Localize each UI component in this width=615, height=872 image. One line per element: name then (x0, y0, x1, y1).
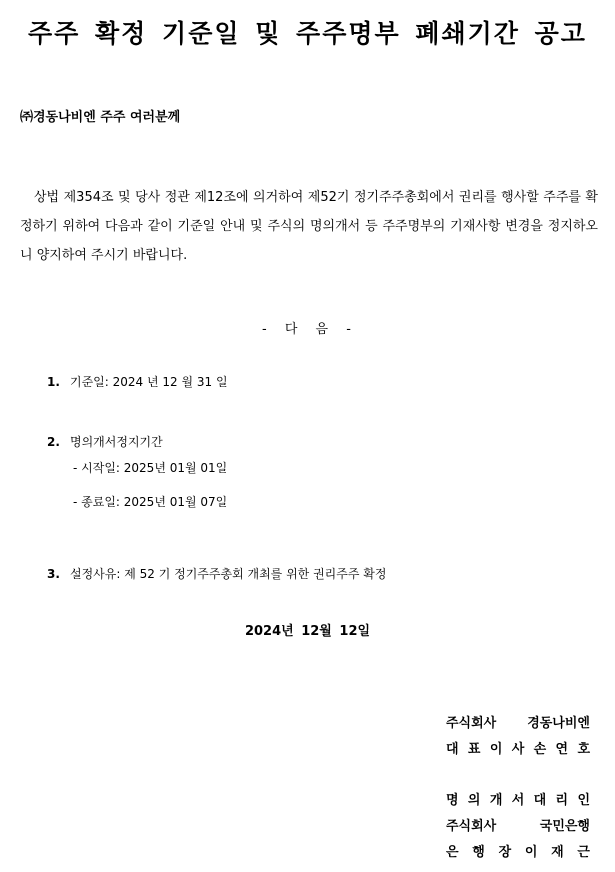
sub-item-start-date: - 시작일: 2025년 01월 01일 (73, 461, 228, 475)
signature-transfer-agent: 명 의 개 서 대 리 인 (446, 793, 590, 808)
item-number: 3. (47, 567, 60, 581)
list-item-reason (47, 565, 386, 582)
signature-company: 주식회사 경동나비엔 (446, 716, 590, 731)
item-number: 1. (47, 375, 60, 389)
item-text: 명의개서정지기간 (70, 435, 163, 449)
list-item-base-date (47, 373, 228, 390)
item-text: 설정사유: 제 52 기 정기주주총회 개최를 위한 권리주주 확정 (70, 567, 387, 581)
item-text: 기준일: 2024 년 12 월 31 일 (70, 375, 228, 389)
item-number: 2. (47, 435, 60, 449)
sub-item-end-date: - 종료일: 2025년 01월 07일 (73, 495, 228, 509)
signature-ceo: 대 표 이 사 손 연 호 (446, 742, 590, 757)
notice-date: 2024년 12월 12일 (244, 624, 371, 639)
signature-agent-ceo: 은 행 장 이 재 근 (446, 845, 590, 860)
section-heading: - 다 음 - (262, 322, 353, 337)
notice-body: 상법 제354조 및 당사 정관 제12조에 의거하여 제52기 정기주주총회에서 권리를 행사할 주주를 확정하기 위하여 다음과 같이 기준일 안내 및 주식의 명의개서 등 주주명부의 기재사항 변경을 정지하오니 양지하여 주시기 바랍니다. (20, 190, 598, 263)
signature-agent-company: 주식회사 국민은행 (446, 819, 590, 834)
list-item-suspension-period (47, 433, 163, 450)
notice-title: 주주 확정 기준일 및 주주명부 폐쇄기간 공고 (28, 19, 587, 48)
salutation: ㈜경동나비엔 주주 여러분께 (20, 110, 181, 125)
